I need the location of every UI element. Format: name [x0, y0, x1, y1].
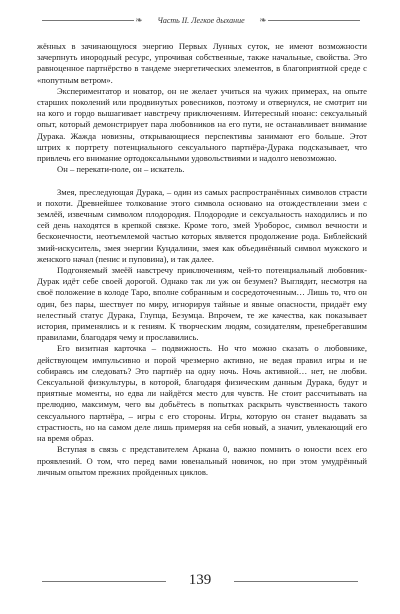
page-number: 139	[188, 572, 212, 588]
footer-rule-left	[42, 581, 166, 582]
paragraph-continued: жённых в зачинающуюся энергию Первых Лунных суток, не имеют возможности зачерпнуть инородный ресурс, упрочивая собственные, также начальные, свойства. Это равноценное партнёрство в тандеме энергетических элементов, в благоприятной среде с «попутным ветром».	[37, 41, 367, 85]
header-rule-right	[268, 20, 360, 21]
paragraph: Вступая в связь с представителем Аркана 0, важно помнить о юности всех его проявлений. О том, что перед вами ювенальный новичок, но при этом умудрённый личным опытом прежних пройденных циклов.	[37, 444, 367, 477]
page-footer	[0, 570, 400, 590]
running-title: Часть II. Легкое дыхание	[157, 16, 245, 25]
paragraph: Змея, преследующая Дурака, – один из самых распространённых символов страсти и похоти. Древнейшее толкование этого символа основано на отождествлении змеи с землёй, извечным символом плодородия. Плодородие и сексуальность находились и по сей день находятся в крепкой связке. Кроме того, змей Уроборос, символ вечности и бесконечности, неотъемлемой частью которых является продолжение рода. Библейский змий-искуситель, змея энергии Кундалини, змея как объединённый символ мужского и женского начал (пенис и пуповина), и так далее.	[37, 186, 367, 264]
header-rule-left	[42, 20, 134, 21]
footer-rule-right	[234, 581, 358, 582]
paragraph: Экспериментатор и новатор, он не желает учиться на чужих примерах, на опыте старших поколений или продвинутых ровесников, поэтому и отвернулся, не смотрит ни на кого и гордо вышагивает навстречу приключениям. Интересный нюанс: сексуальный опыт, который демонстрирует пара любовников на его пути, не останавливает внимание Дурака. Жажда новизны, открывающиеся перспективы занимают его больше. Этот штрих к портрету потенциального сексуального партнёра-Дурака подсказывает, что привлечь его внимание ортодоксальными удовольствиями и надолго невозможно.	[37, 85, 367, 164]
paragraph: Подгоняемый змеёй навстречу приключениям, чей-то потенциальный любовник-Дурак идёт себе своей дорогой. Однако так ли уж он безумен? Выглядит, несмотря на своё положение в колоде Таро, вполне собранным и сосредоточенным… Лишь то, что он один, без пары, шествует по миру, игнорируя тайные и явные опасности, придаёт ему нелестный статус Дурака, Глупца, Безумца. Впрочем, те же качества, как показывает история, применялись и к гениям. К творческим людям, созидателям, пренебрегавшим правилами, благодаря чему и прославились.	[37, 265, 367, 343]
paragraph: Он – перекати-поле, он – искатель.	[57, 164, 185, 175]
header-ornament-left-icon: ❧	[135, 15, 143, 25]
running-header	[42, 14, 360, 28]
body-text	[37, 41, 367, 478]
paragraph: Его визитная карточка – подвижность. Но что можно сказать о любовнике, действующем импульсивно и порой чрезмерно активно, не ведая правил игры и не собираясь им следовать? Это партнёр на одну ночь. Ночь активной… нет, не любви. Сексуальной физкультуры, в которой, благодаря физическим данным Дурака, будут и приятные моменты, но едва ли найдётся место для чувств. Не стоит рассчитывать на прелюдию, максимум, чего вы добьётесь в попытках раскрыть чувственность такого сексуального партнёра, – игры с его стороны. Игры, которую он станет выдавать за страстность, но на самом деле лишь примеряя на себя новый, а значит, увлекающий его на время образ.	[37, 343, 367, 444]
header-ornament-right-icon: ❧	[259, 15, 267, 25]
